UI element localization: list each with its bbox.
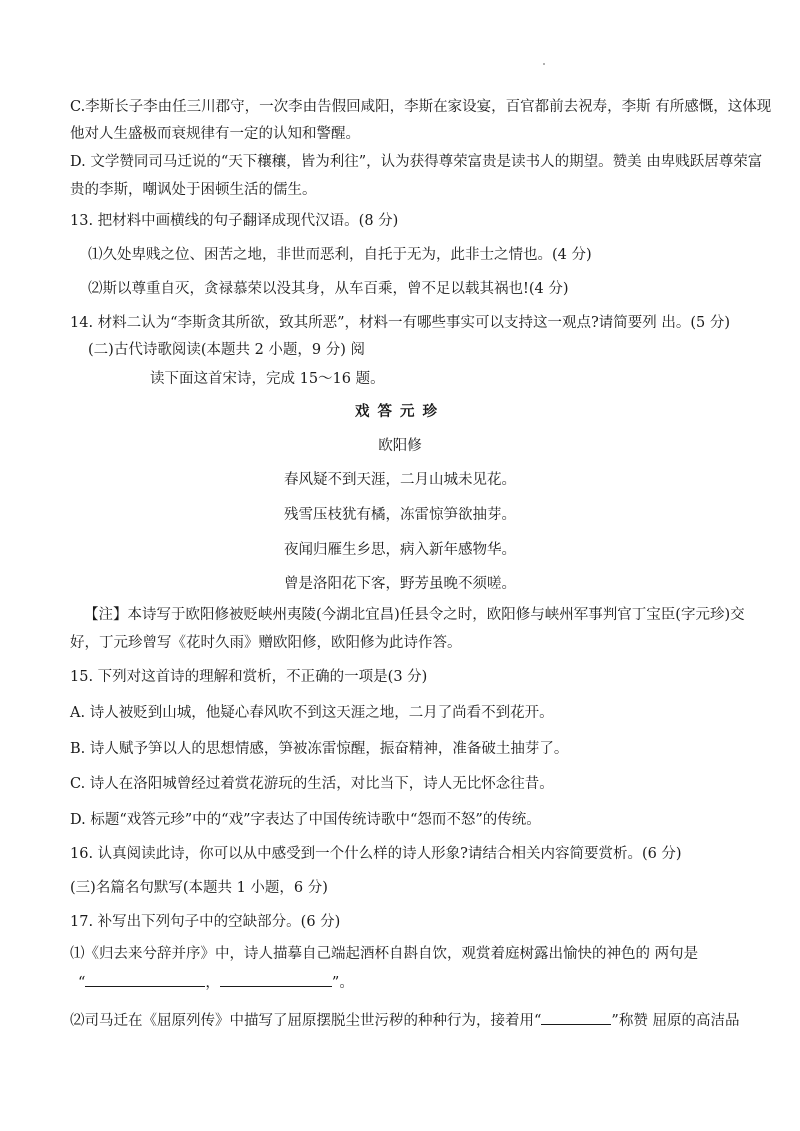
question-16: 16. 认真阅读此诗，你可以从中感受到一个什么样的诗人形象?请结合相关内容简要赏析。(6 分) <box>70 846 682 862</box>
option-c-line1: C.李斯长子李由任三川郡守，一次李由告假回咸阳，李斯在家设宴，百官都前去祝寿，李斯 有所感慨，这体现 <box>70 99 772 115</box>
section-3-heading: (三)名篇名句默写(本题共 1 小题，6 分) <box>70 880 328 896</box>
question-17-part1: ⑴《归去来兮辞并序》中，诗人描摹自己端起酒杯自斟自饮，观赏着庭树露出愉快的神色的 两句是 <box>70 946 699 962</box>
section-2-heading: (二)古代诗歌阅读(本题共 2 小题，9 分) 阅 <box>88 342 366 358</box>
question-15-option-c: C. 诗人在洛阳城曾经过着赏花游玩的生活，对比当下，诗人无比怀念往昔。 <box>70 776 554 792</box>
poem-line-2: 残雪压枝犹有橘，冻雷惊笋欲抽芽。 <box>284 507 516 523</box>
question-17-part2 <box>70 1010 739 1031</box>
answer-blank-1[interactable] <box>85 972 205 987</box>
answer-blank-3[interactable] <box>541 1010 611 1025</box>
question-17: 17. 补写出下列句子中的空缺部分。(6 分) <box>70 914 341 930</box>
option-c-line2: 他对人生盛极而衰规律有一定的认知和警醒。 <box>70 126 360 142</box>
comma: ， <box>205 975 220 991</box>
question-15: 15. 下列对这首诗的理解和赏析，不正确的一项是(3 分) <box>70 669 428 685</box>
poem-line-4: 曾是洛阳花下客，野芳虽晚不须嗟。 <box>284 576 516 592</box>
question-15-option-b: B. 诗人赋予笋以人的思想情感，笋被冻雷惊醒，振奋精神，准备破土抽芽了。 <box>70 741 569 757</box>
question-17-part1-answer <box>78 972 354 993</box>
poem-line-1: 春风疑不到天涯，二月山城未见花。 <box>284 472 516 488</box>
open-quote: “ <box>78 975 86 991</box>
question-13-part2: ⑵斯以尊重自灭，贪禄慕荣以没其身，从车百乘，曾不足以载其祸也!(4 分) <box>88 281 569 297</box>
poem-note-line2: 好，丁元珍曾写《花时久雨》赠欧阳修，欧阳修为此诗作答。 <box>70 635 462 651</box>
question-14: 14. 材料二认为“李斯贪其所欲，致其所恶”，材料一有哪些事实可以支持这一观点?请简要列 出。(5 分) <box>70 315 731 331</box>
answer-blank-2[interactable] <box>220 972 332 987</box>
option-d-line1: D. 文学赞同司马迁说的“天下穰穰，皆为利往”，认为获得尊荣富贵是读书人的期望。赞美 由卑贱跃居尊荣富 <box>70 154 763 170</box>
poem-note-line1: 【注】本诗写于欧阳修被贬峡州夷陵(今湖北宜昌)任县令之时，欧阳修与峡州军事判官丁宝臣(字元珍)交 <box>84 607 745 623</box>
question-17-part2-tail: ”称赞 屈原的高洁品 <box>611 1013 740 1029</box>
question-13: 13. 把材料中画横线的句子翻译成现代汉语。(8 分) <box>70 213 399 229</box>
poem-author: 欧阳修 <box>378 438 422 454</box>
close-quote: ”。 <box>331 975 354 991</box>
option-d-line2: 贵的李斯，嘲讽处于困顿生活的儒生。 <box>70 182 317 198</box>
scan-speck <box>543 63 545 65</box>
question-15-option-a: A. 诗人被贬到山城，他疑心春风吹不到这天涯之地，二月了尚看不到花开。 <box>70 705 554 721</box>
question-13-part1: ⑴久处卑贱之位、困苦之地，非世而恶利，自托于无为，此非士之情也。(4 分) <box>88 247 592 263</box>
poem-title: 戏答元珍 <box>355 404 445 420</box>
section-2-instruction: 读下面这首宋诗，完成 15～16 题。 <box>150 371 385 387</box>
question-17-part2-text: ⑵司马迁在《屈原列传》中描写了屈原摆脱尘世污秽的种种行为，接着用“ <box>70 1013 542 1029</box>
question-15-option-d: D. 标题“戏答元珍”中的“戏”字表达了中国传统诗歌中“怨而不怒”的传统。 <box>70 812 541 828</box>
poem-line-3: 夜闻归雁生乡思，病入新年感物华。 <box>284 542 516 558</box>
